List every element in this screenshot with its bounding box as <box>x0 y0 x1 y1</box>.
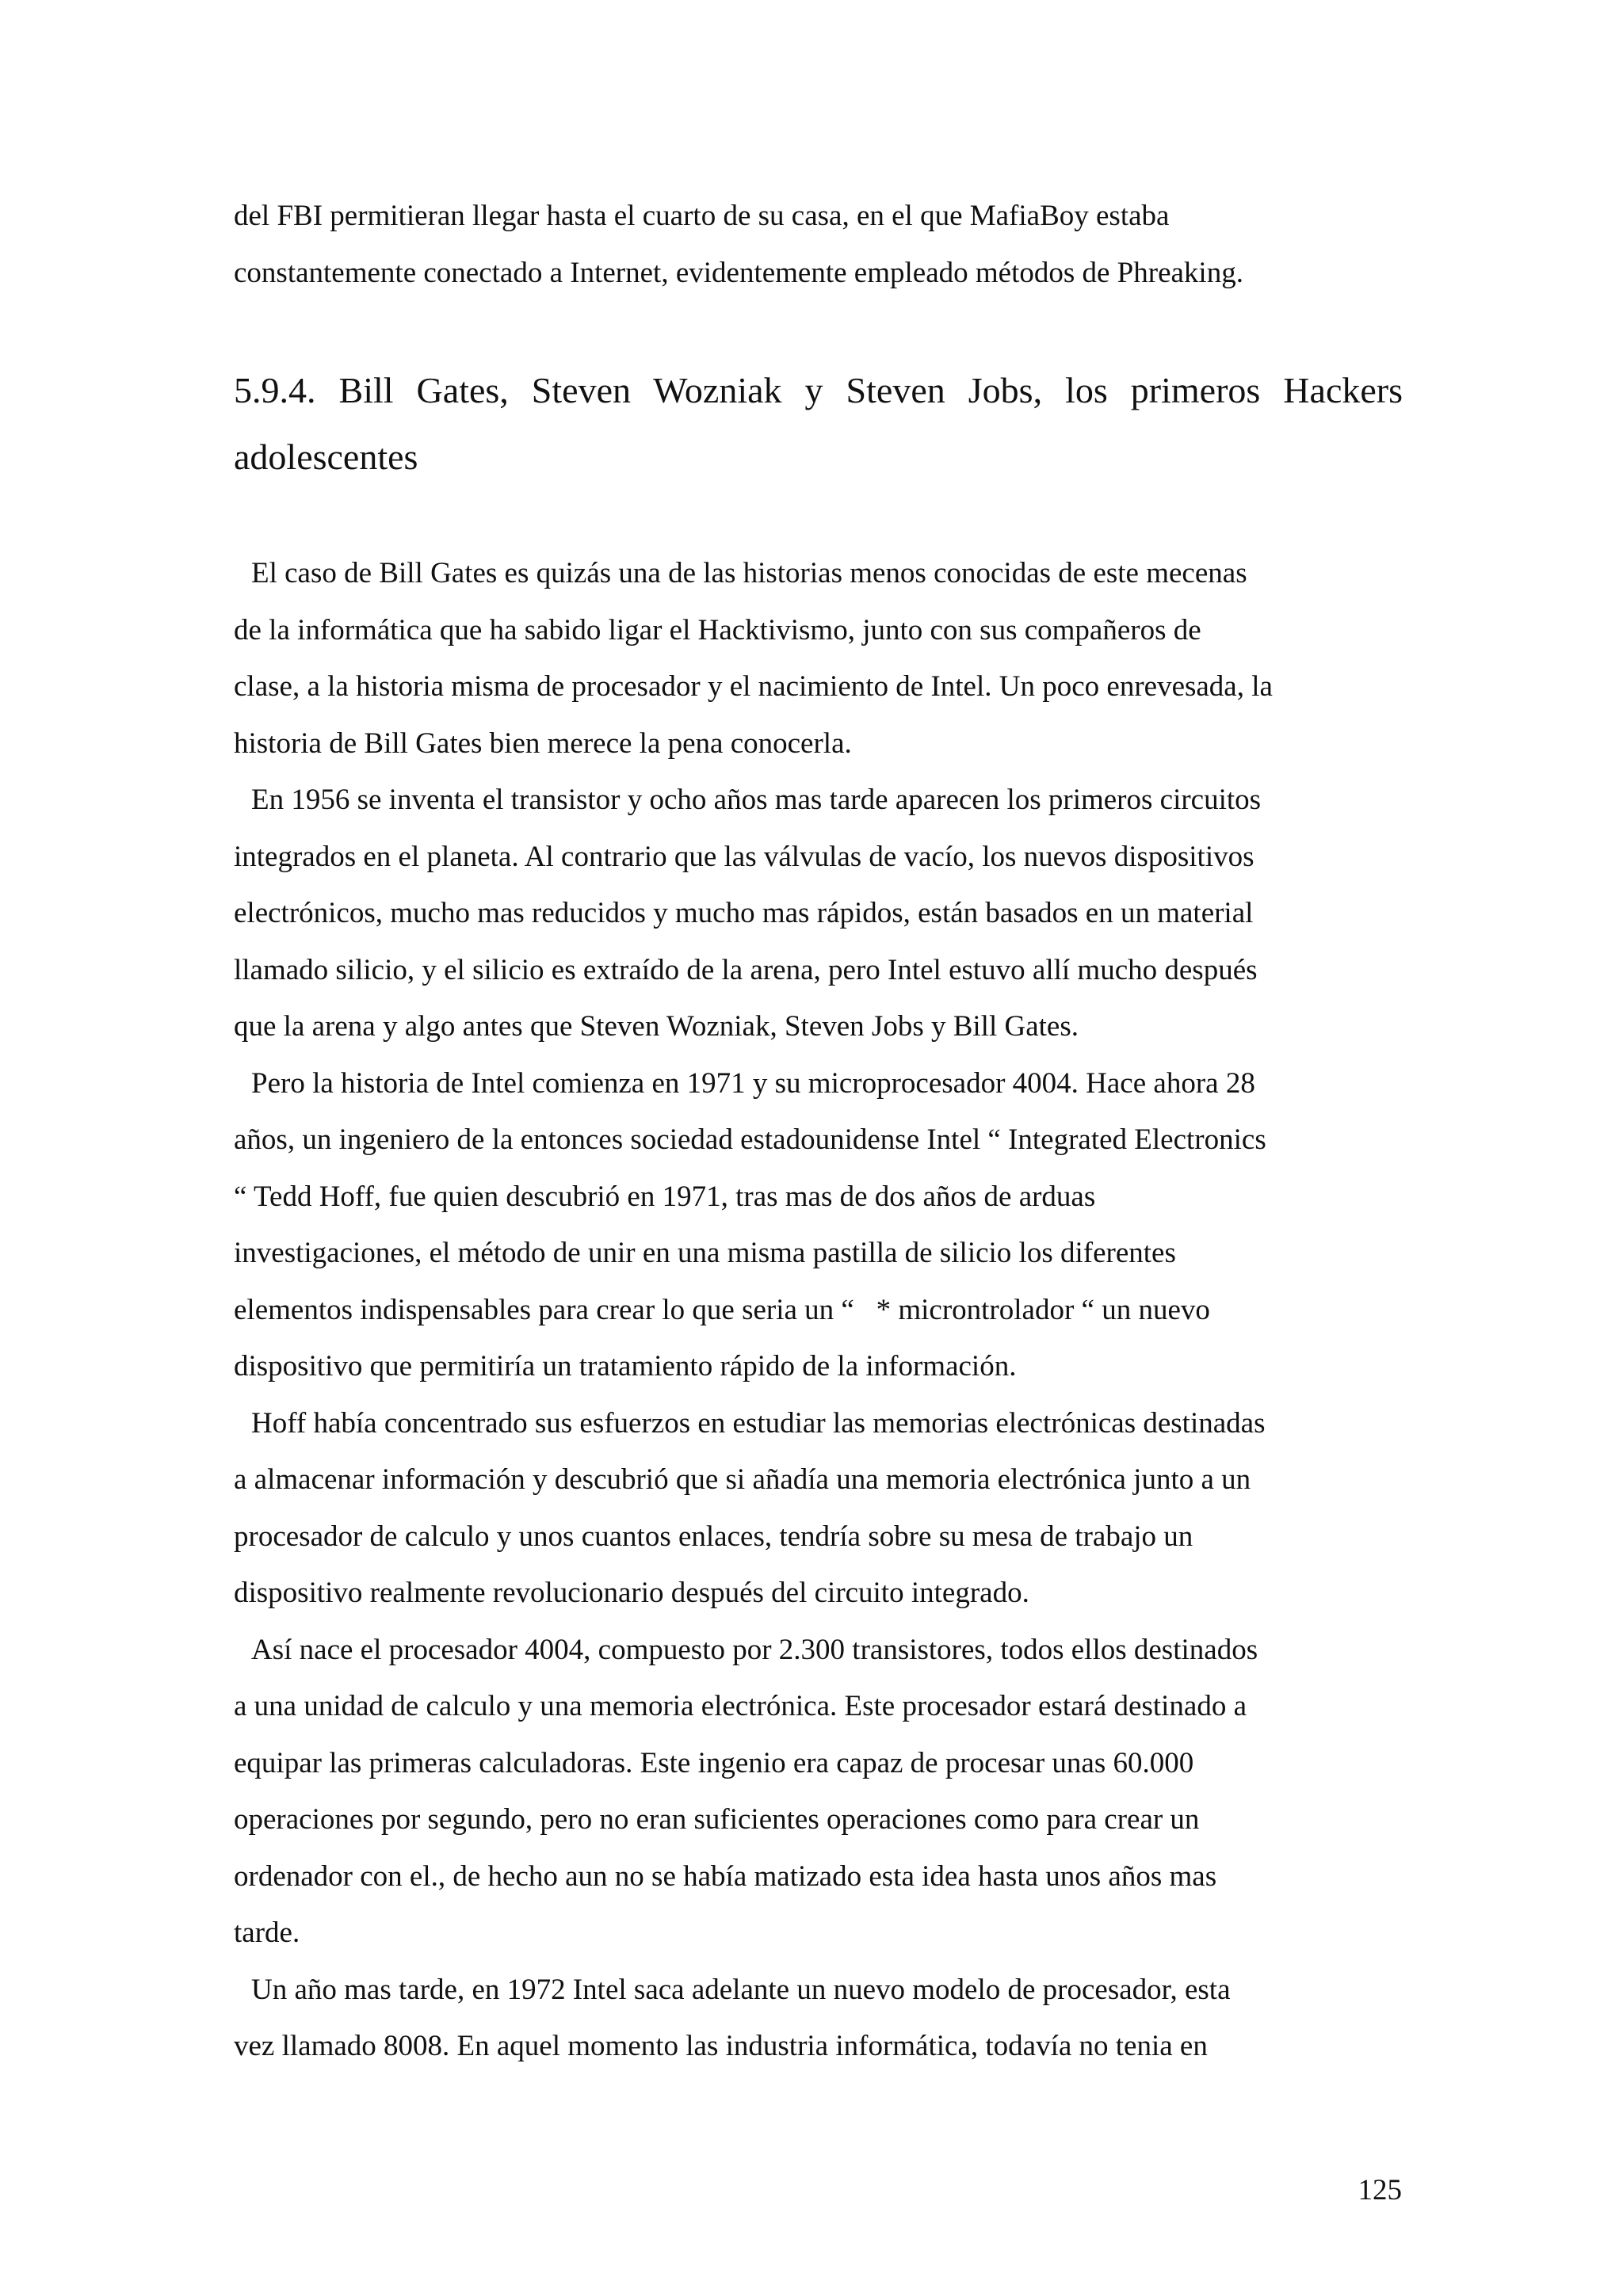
text-line: del FBI permitieran llegar hasta el cuarto de su casa, en el que MafiaBoy estaba <box>234 200 1170 232</box>
page-number: 125 <box>1358 2174 1402 2206</box>
text-line: investigaciones, el método de unir en una misma pastilla de silicio los diferentes <box>234 1237 1176 1269</box>
text-line: El caso de Bill Gates es quizás una de las historias menos conocidas de este mecenas <box>251 557 1247 589</box>
text-line: vez llamado 8008. En aquel momento las industria informática, todavía no tenia en <box>234 2030 1208 2062</box>
text-line: “ Tedd Hoff, fue quien descubrió en 1971, tras mas de dos años de arduas <box>234 1180 1096 1213</box>
text-line: años, un ingeniero de la entonces sociedad estadounidense Intel “ Integrated Electronics <box>234 1123 1266 1156</box>
text-line: constantemente conectado a Internet, evidentemente empleado métodos de Phreaking. <box>234 256 1243 289</box>
text-line: electrónicos, mucho mas reducidos y mucho mas rápidos, están basados en un material <box>234 897 1254 929</box>
intro-paragraph <box>234 188 1403 301</box>
text-line: a una unidad de calculo y una memoria electrónica. Este procesador estará destinado a <box>234 1690 1247 1722</box>
text-line: elementos indispensables para crear lo que seria un “ * microntrolador “ un nuevo <box>234 1293 1210 1326</box>
section-number: 5.9.4. <box>234 370 316 410</box>
text-line: dispositivo realmente revolucionario después del circuito integrado. <box>234 1577 1029 1609</box>
text-line: operaciones por segundo, pero no eran suficientes operaciones como para crear un <box>234 1803 1200 1836</box>
body-text <box>234 545 1403 2075</box>
text-line: tarde. <box>234 1917 300 1949</box>
text-line: dispositivo que permitiría un tratamiento rápido de la información. <box>234 1350 1017 1383</box>
text-line: llamado silicio, y el silicio es extraído de la arena, pero Intel estuvo allí mucho después <box>234 953 1258 986</box>
text-line: clase, a la historia misma de procesador y el nacimiento de Intel. Un poco enrevesada, la <box>234 670 1273 703</box>
section-title: Bill Gates, Steven Wozniak y Steven Jobs, los primeros Hackers adolescentes <box>234 370 1403 477</box>
text-line: Así nace el procesador 4004, compuesto por 2.300 transistores, todos ellos destinados <box>251 1633 1258 1666</box>
text-line: Un año mas tarde, en 1972 Intel saca adelante un nuevo modelo de procesador, esta <box>251 1973 1231 2006</box>
text-line: procesador de calculo y unos cuantos enlaces, tendría sobre su mesa de trabajo un <box>234 1520 1193 1553</box>
text-line: equipar las primeras calculadoras. Este ingenio era capaz de procesar unas 60.000 <box>234 1746 1194 1779</box>
section-heading <box>234 357 1403 490</box>
text-line: que la arena y algo antes que Steven Wozniak, Steven Jobs y Bill Gates. <box>234 1010 1079 1043</box>
text-line: integrados en el planeta. Al contrario que las válvulas de vacío, los nuevos dispositivos <box>234 840 1254 873</box>
text-line: En 1956 se inventa el transistor y ocho años mas tarde aparecen los primeros circuitos <box>251 784 1262 816</box>
text-line: Pero la historia de Intel comienza en 1971 y su microprocesador 4004. Hace ahora 28 <box>251 1066 1255 1100</box>
text-line: de la informática que ha sabido ligar el Hacktivismo, junto con sus compañeros de <box>234 613 1201 646</box>
text-line: a almacenar información y descubrió que si añadía una memoria electrónica junto a un <box>234 1463 1251 1496</box>
text-line: Hoff había concentrado sus esfuerzos en estudiar las memorias electrónicas destinadas <box>251 1406 1266 1440</box>
text-line: historia de Bill Gates bien merece la pena conocerla. <box>234 727 852 760</box>
text-line: ordenador con el., de hecho aun no se había matizado esta idea hasta unos años mas <box>234 1859 1217 1893</box>
